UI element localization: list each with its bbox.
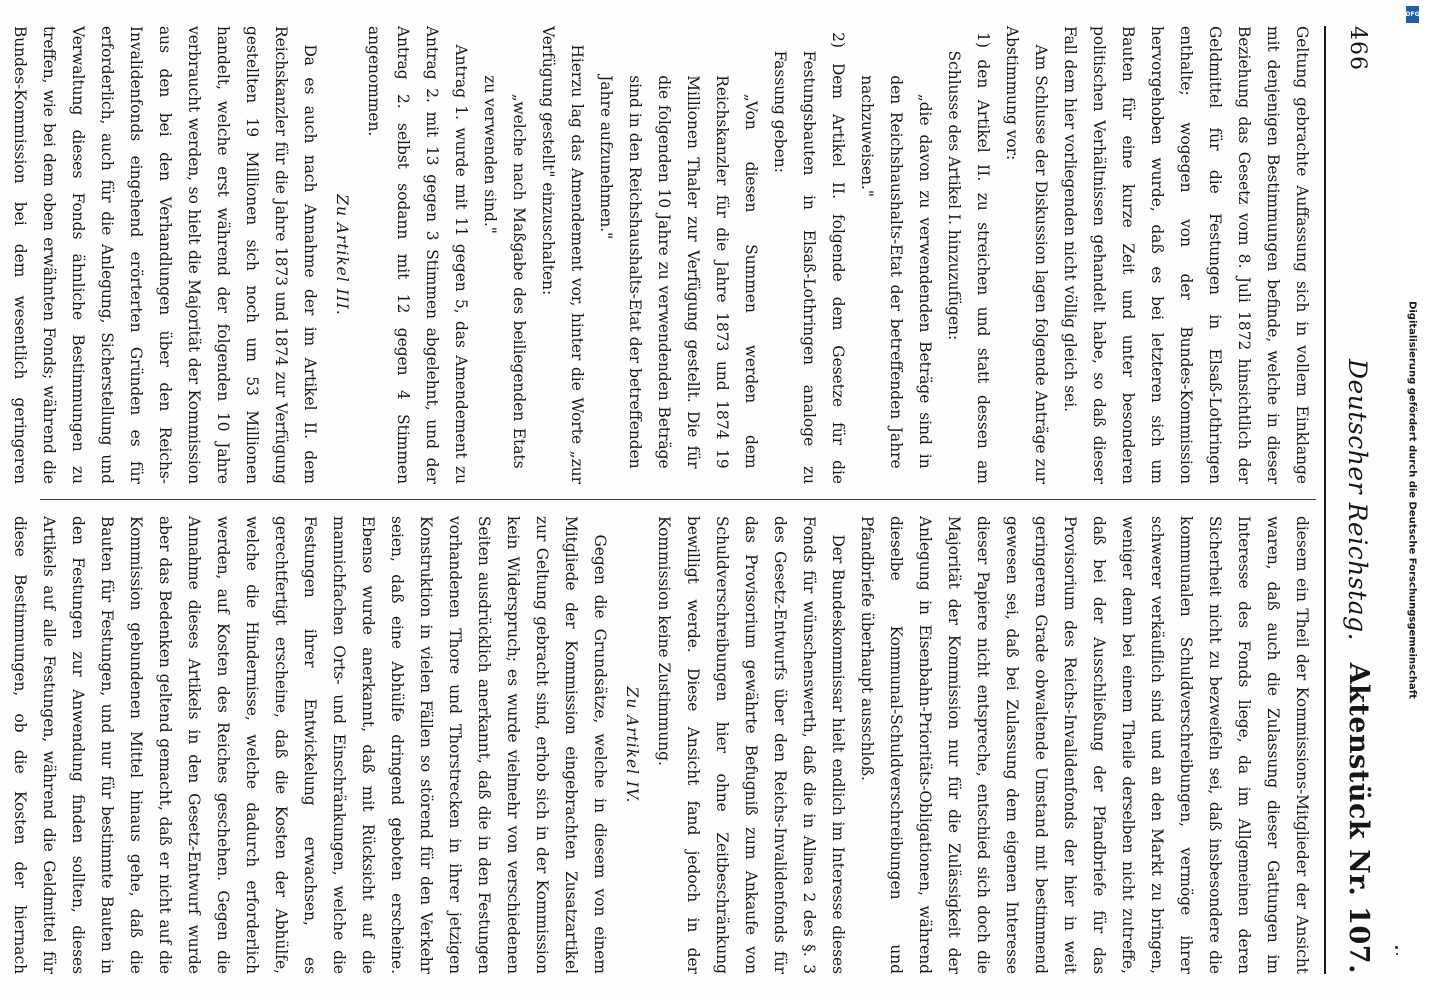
running-head [1328,26,1378,974]
header-rule [1324,26,1326,974]
quoted-text: „welche nach Maßgabe des beiliegenden Etats zu verwenden sind." [481,75,528,469]
scan-artifact [1396,953,1398,955]
right-column [11,516,1316,974]
section-heading [617,516,646,974]
quoted-text: „Von diesen Summen werden dem Reichskanzler für die Jahre 1873 und 1874 19 Millionen Thaler zur Verfügung gestellt. Die für die folgenden 10 Jahre zu verwendenden Beträge sind in den Reichshaushalts-Etat der betreffenden Jahre aufzunehmen." [597,75,760,469]
digitization-credit: Digitalisierung gefördert durch die Deutsche Forschungsgemeinschaft [1406,301,1418,699]
paragraph: Geltung gebrachte Auffassung sich in vollem Einklange mit denjenigen Bestimmungen befinde, welche in dieser Beziehung das Gesetz vom 8. Juli 1872 hinsichtlich der Geldmittel für die Festungen in Elsaß-Lothringen enthalte; wogegen von der Bundes-Kommission hervorgehoben wurde, daß es bei letzteren sich um Bauten für eine kurze Zeit und unter besonderen politischen Verhältnissen gehandelt habe, so daß dieser Fall dem hier vorliegenden nicht völlig gleich sei. [1061,26,1311,484]
list-item: 1) den Artikel II. zu streichen und statt dessen am Schlusse des Artikel I. hinzuzufügen: [945,32,992,484]
paragraph: Der Bundeskommissar hielt endlich im Interesse dieses Fonds für wünschenswerth, daß die in Alinea 2 des §. 3 des Gesetz-Entwurfs über den Reichs-Invalidenfonds für das Provisorium gewährte Befugniß zum Ankaufe von Schuldverschreibungen hier ohne Zeitbeschränkung bewilligt werde. Diese Ansicht fand jedoch in der Kommission keine Zustimmung. [655,516,847,974]
header-title: Deutscher Reichstag. [1343,358,1372,642]
paragraph: diesem ein Theil der Kommissions-Mitglieder der Ansicht waren, daß auch die Zulassung dieser Gattungen im Interesse des Fonds liege, da im Allgemeinen deren Sicherheit nicht zu bezweifeln sei, daß insbesondere die kommunalen Schuldverschreibungen, vermöge ihrer schwerer verkäuflich sind und an den Markt zu bringen, weniger denn bei einem Theile derselben nicht zutreffe, daß bei der Ausschließung der Pfandbriefe für das Provisorium des Reichs-Invalidenfonds der hier in weit geringerem Grade obwaltende Umstand mit bestimmend gewesen sei, daß bei Zulassung dem eigenen Interesse dieser Papiere nicht entspreche, entschied sich doch die Majorität der Kommission nur für die Zulässigkeit der Anlegung in Eisenbahn-Prioritäts-Obligationen, während dieselbe Kommunal-Schuldverschreibungen und Pfandbriefe überhaupt ausschloß. [858,516,1311,974]
section-heading-text: Zu Artikel III. [333,194,351,316]
section-heading [327,26,356,484]
dfg-logo: DFG [1406,6,1419,23]
column-divider [40,499,1316,500]
paragraph: Am Schlusse der Diskussion lagen folgende Anträge zur Abstimmung vor: [1003,26,1050,484]
list-item: 2) Dem Artikel II. folgende dem Gesetze für die Festungsbauten in Elsaß-Lothringen analoge zu Fassung geben: [771,32,847,484]
section-heading-text: Zu Artikel IV. [623,686,641,804]
quoted-text: „die davon zu verwendenden Beträge sind in den Reichshaushalts-Etat der betreffenden Jahre nachzuweisen." [858,75,934,469]
text-columns [11,26,1316,974]
paragraph: Hierzu lag das Amendement vor, hinter die Worte „zur Verfügung gestellt" einzuschalten: [539,26,586,484]
left-column [11,26,1316,484]
paragraph: Gegen die Grundsätze, welche in diesem von einem Mitgliede der Kommission eingebrachten Zusatzartikel zur Geltung gebracht sind, erhob sich in der Kommission kein Widerspruch; es wurde vielmehr von verschiedenen Seiten ausdrücklich anerkannt, daß die in den Festungen vorhandenen Thore und Thorstrecken in ihrer jetzigen Konstruktion in vielen Fällen so störend für den Verkehr seien, daß eine Abhülfe dringend geboten erscheine. Ebenso wurde anerkannt, daß mit Rücksicht auf die mannichfachen Orts- und Einschränkungen, welche die Festungen ihrer Entwickelung erwachsen, es gerechtfertigt erscheine, daß die Kosten der Abhülfe, welche die Hindernisse, welche dadurch erforderlich werden, auf Kosten des Reiches geschehen. Gegen die Annahme dieses Artikels in den Gesetz-Entwurf wurde aber das Bedenken geltend gemacht, daß er nicht auf die Kommission gebundenen Mittel hinaus gehe, daß die Bauten für Festungen, und nur für bestimmte Bauten in den Festungen zur Anwendung finden sollten, dieses Artikels auf alle Festungen, während die Geldmittel für diese Bestimmungen, ob die Kosten der hiernach [11,516,609,974]
page-number: 466 [1345,26,1370,71]
scan-artifact [1395,946,1398,949]
document-number: Aktenstück Nr. 107. [1343,662,1374,974]
paragraph: Antrag 1. wurde mit 11 gegen 5, das Amendement zu Antrag 2. mit 13 gegen 3 Stimmen abgelehnt, und der Antrag 2. selbst sodann mit 12 gegen 4 Stimmen angenommen. [365,26,470,484]
paragraph: Da es auch nach Annahme der im Artikel II. dem Reichskanzler für die Jahre 1873 und 1874 zur Verfügung gestellten 19 Millionen sich noch um 53 Millionen handelt, welche erst während der folgenden 10 Jahre verbraucht werden, so hielt die Majorität der Kommission aus den bei den Verhandlungen über den Reichs-Invalidenfonds eingehend erörterten Gründen es für erforderlich, auch für die Anlegung, Sicherstellung und Verwaltung dieses Fonds ähnliche Bestimmungen zu treffen, wie bei dem oben erwähnten Fonds; während die Bundes-Kommission bei dem wesentlich geringeren [11,26,319,484]
